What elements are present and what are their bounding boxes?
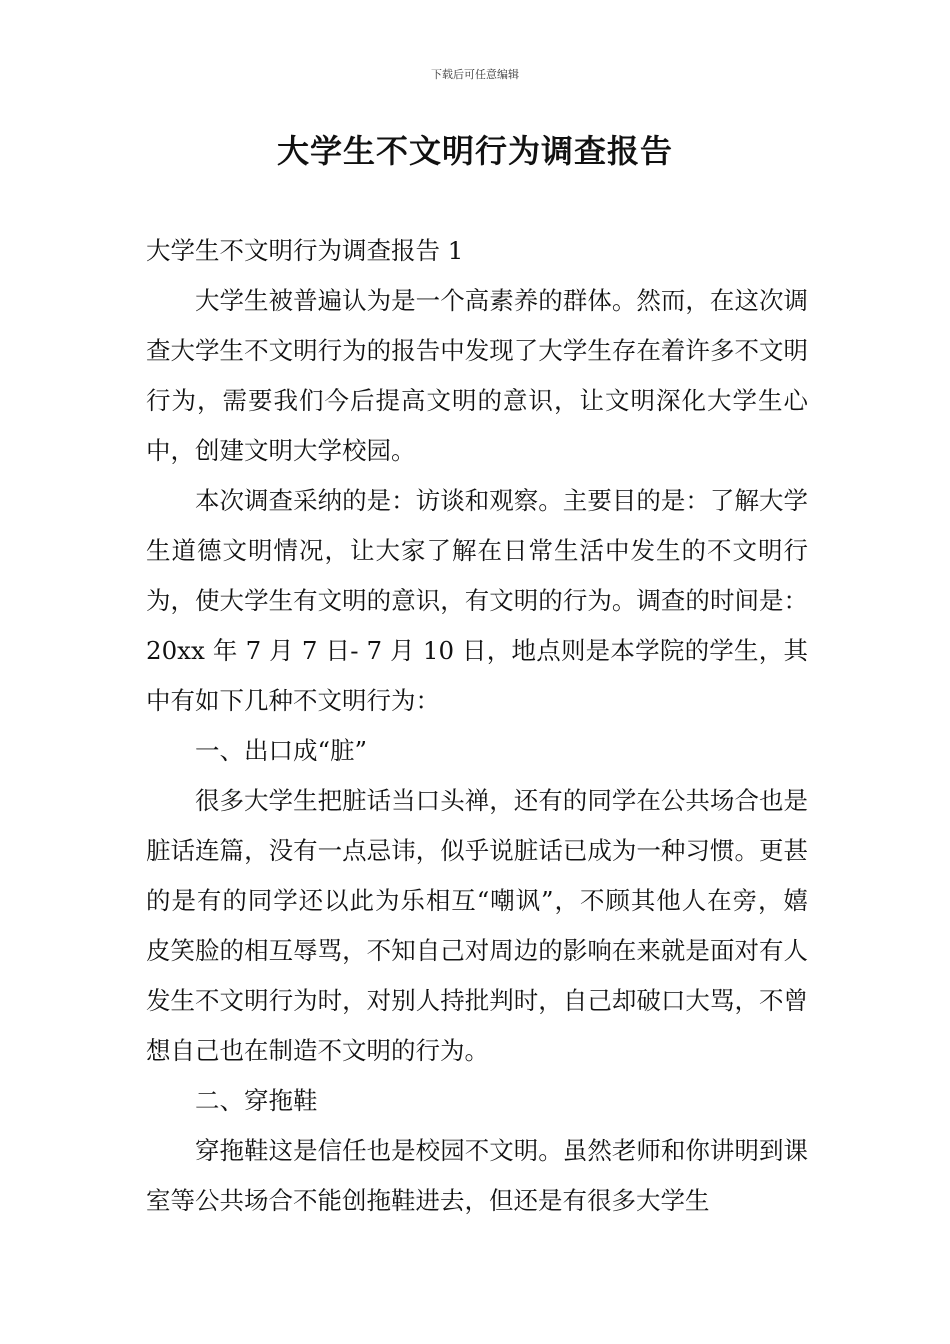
- paragraph-2: 本次调查采纳的是：访谈和观察。主要目的是：了解大学生道德文明情况，让大家了解在日常生活中发生的不文明行为，使大学生有文明的意识，有文明的行为。调查的时间是：20xx 年 7 月 7 日- 7 月 10 日，地点则是本学院的学生，其中有如下几种不文明行为：: [146, 486, 808, 715]
- section-heading-2: 二、穿拖鞋: [195, 1086, 318, 1115]
- paragraph-1: 大学生被普遍认为是一个高素养的群体。然而，在这次调查大学生不文明行为的报告中发现了大学生存在着许多不文明行为，需要我们今后提高文明的意识，让文明深化大学生心中，创建文明大学校园。: [146, 286, 808, 465]
- header-note: 下载后可任意编辑: [431, 68, 519, 81]
- document-subtitle: 大学生不文明行为调查报告 1: [146, 236, 464, 265]
- document-body: [146, 226, 808, 1226]
- paragraph-3: 很多大学生把脏话当口头禅，还有的同学在公共场合也是脏话连篇，没有一点忌讳，似乎说脏话已成为一种习惯。更甚的是有的同学还以此为乐相互“嘲讽”，不顾其他人在旁，嬉皮笑脸的相互辱骂，不知自己对周边的影响在来就是面对有人发生不文明行为时，对别人持批判时，自己却破口大骂，不曾想自己也在制造不文明的行为。: [146, 786, 808, 1065]
- paragraph-4: 穿拖鞋这是信任也是校园不文明。虽然老师和你讲明到课室等公共场合不能创拖鞋进去，但还是有很多大学生: [146, 1136, 808, 1215]
- document-title: 大学生不文明行为调查报告: [276, 132, 673, 170]
- section-heading-1: 一、出口成“脏”: [195, 736, 368, 765]
